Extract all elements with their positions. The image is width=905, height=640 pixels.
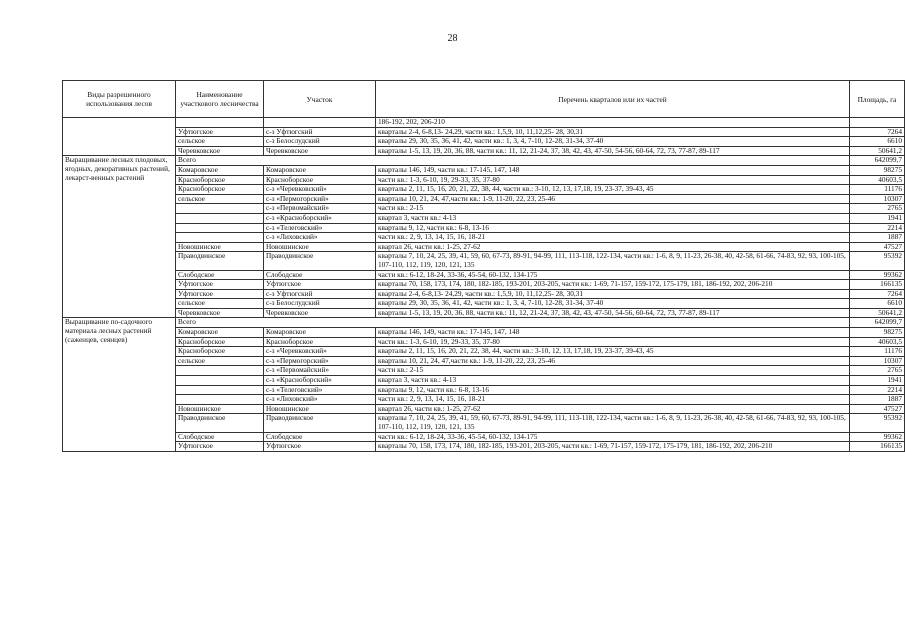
area-cell: 47527 xyxy=(850,404,905,414)
site-cell: с-з «Первомайский» xyxy=(264,366,376,376)
quarters-cell: кварталы 29, 30, 35, 36, 41, 42, части кв.: 1, 3, 4, 7-10, 12-28, 31-34, 37-40 xyxy=(376,299,850,309)
table-row xyxy=(63,328,905,338)
quarters-cell: квартал 3, части кв.: 4-13 xyxy=(376,376,850,386)
forestry-cell: Праводвинское xyxy=(176,252,264,270)
area-cell: 95392 xyxy=(850,414,905,432)
table-row xyxy=(63,252,905,270)
area-cell: 166135 xyxy=(850,442,905,452)
table-row xyxy=(63,442,905,452)
quarters-cell: части кв.: 2-15 xyxy=(376,204,850,214)
total-label: Всего xyxy=(176,156,850,166)
table-row xyxy=(63,204,905,214)
quarters-cell: кварталы 2-4, 6-8,13- 24,29, части кв.: 1,5,9, 10, 11,12,25- 28, 30,31 xyxy=(376,127,850,137)
use-cell: Выращивание лесных плодовых, ягодных, декоративных растений, лекарст-венных растений xyxy=(63,156,176,318)
site-cell: с-з «Красноборский» xyxy=(264,213,376,223)
site-cell: с-з Уфтюгский xyxy=(264,289,376,299)
table-header-row xyxy=(63,81,905,118)
table-row xyxy=(63,242,905,252)
site-cell: Слободское xyxy=(264,432,376,442)
site-cell: с-з Белослудский xyxy=(264,137,376,147)
quarters-cell: кварталы 2-4, 6-8,13- 24,29, части кв.: 1,5,9, 10, 11,12,25- 28, 30,31 xyxy=(376,289,850,299)
site-cell: Красноборское xyxy=(264,175,376,185)
forestry-cell: Черевковское xyxy=(176,146,264,156)
site-cell: Комаровское xyxy=(264,328,376,338)
site-cell: Черевковское xyxy=(264,308,376,318)
forestry-cell: Красноборское xyxy=(176,347,264,357)
area-cell: 47527 xyxy=(850,242,905,252)
quarters-cell: части кв.: 6-12, 18-24, 33-36, 45-54, 60-132, 134-175 xyxy=(376,432,850,442)
table-row xyxy=(63,299,905,309)
area-cell: 99362 xyxy=(850,270,905,280)
quarters-cell: кварталы 9, 12, части кв.: 6-8, 13-16 xyxy=(376,385,850,395)
forest-quarters-table xyxy=(62,80,905,452)
forestry-cell xyxy=(176,223,264,233)
area-cell: 6610 xyxy=(850,299,905,309)
site-cell: с-з «Красноборский» xyxy=(264,376,376,386)
total-area: 642099,7 xyxy=(850,156,905,166)
table-row xyxy=(63,213,905,223)
area-cell: 2214 xyxy=(850,385,905,395)
site-cell: Красноборское xyxy=(264,337,376,347)
forestry-cell: Слободское xyxy=(176,270,264,280)
table-row xyxy=(63,414,905,432)
quarters-cell: квартал 26, части кв.: 1-25, 27-62 xyxy=(376,242,850,252)
forestry-cell xyxy=(176,233,264,243)
header-forestry: Наименование участкового лесничества xyxy=(176,81,264,118)
area-cell: 7264 xyxy=(850,289,905,299)
forestry-cell: Праводвинское xyxy=(176,414,264,432)
site-cell: с-з «Первомайский» xyxy=(264,204,376,214)
total-row xyxy=(63,156,905,166)
table-row xyxy=(63,280,905,290)
quarters-cell: кварталы 70, 158, 173, 174, 180, 182-185, 193-201, 203-205, части кв.: 1-69, 71-157, 159-172, 175-179, 181, 186-192, 202, 206-210 xyxy=(376,442,850,452)
area-cell: 2765 xyxy=(850,204,905,214)
site-cell: Праводвинское xyxy=(264,414,376,432)
quarters-cell: части кв.: 2, 9, 13, 14, 15, 16, 18-21 xyxy=(376,395,850,405)
quarters-cell: квартал 3, части кв.: 4-13 xyxy=(376,213,850,223)
forestry-cell xyxy=(176,376,264,386)
table-row xyxy=(63,347,905,357)
table-row xyxy=(63,223,905,233)
area-cell: 99362 xyxy=(850,432,905,442)
table-row xyxy=(63,165,905,175)
site-cell: с-з Уфтюгский xyxy=(264,127,376,137)
area-cell: 50641,2 xyxy=(850,308,905,318)
header-site: Участок xyxy=(264,81,376,118)
site-cell: с-з «Пермогорский» xyxy=(264,194,376,204)
forestry-cell: сельское xyxy=(176,356,264,366)
area-cell: 1887 xyxy=(850,395,905,405)
forestry-cell xyxy=(176,395,264,405)
quarters-cell: кварталы 9, 12, части кв.: 6-8, 13-16 xyxy=(376,223,850,233)
area-cell: 40603,5 xyxy=(850,175,905,185)
forestry-cell xyxy=(176,366,264,376)
forestry-cell: сельское xyxy=(176,194,264,204)
table-row xyxy=(63,432,905,442)
forestry-cell xyxy=(176,385,264,395)
total-label: Всего xyxy=(176,318,850,328)
forestry-cell: Новошинское xyxy=(176,242,264,252)
area-cell xyxy=(850,118,905,128)
table-row xyxy=(63,175,905,185)
forestry-cell: Красноборское xyxy=(176,185,264,195)
table-row xyxy=(63,146,905,156)
forestry-cell: Комаровское xyxy=(176,328,264,338)
quarters-cell: кварталы 7, 10, 24, 25, 39, 41, 59, 60, 67-73, 89-91, 94-99, 111, 113-118, 122-134, части кв.: 1-6, 8, 9, 11-23, 26-38, 40, 42-58, 61-66, 74-83, 92, 93, 100-105, 107-110, 112, 119, 120, 121, 135 xyxy=(376,414,850,432)
area-cell: 2214 xyxy=(850,223,905,233)
area-cell: 10307 xyxy=(850,194,905,204)
area-cell: 50641,2 xyxy=(850,146,905,156)
site-cell: с-з «Лиховский» xyxy=(264,233,376,243)
forestry-cell: Уфтюгское xyxy=(176,127,264,137)
site-cell: Комаровское xyxy=(264,165,376,175)
quarters-cell: кварталы 146, 149, части кв.: 17-145, 147, 148 xyxy=(376,165,850,175)
forestry-cell: сельское xyxy=(176,299,264,309)
area-cell: 11176 xyxy=(850,347,905,357)
quarters-cell: кварталы 10, 21, 24, 47,части кв.: 1-9, 11-20, 22, 23, 25-46 xyxy=(376,194,850,204)
site-cell xyxy=(264,118,376,128)
forestry-cell xyxy=(176,118,264,128)
table-row xyxy=(63,233,905,243)
quarters-cell: кварталы 70, 158, 173, 174, 180, 182-185, 193-201, 203-205, части кв.: 1-69, 71-157, 159-172, 175-179, 181, 186-192, 202, 206-210 xyxy=(376,280,850,290)
quarters-cell: квартал 26, части кв.: 1-25, 27-62 xyxy=(376,404,850,414)
forestry-cell: сельское xyxy=(176,137,264,147)
area-cell: 6610 xyxy=(850,137,905,147)
forestry-cell: Слободское xyxy=(176,432,264,442)
quarters-cell: части кв.: 1-3, 6-10, 19, 29-33, 35, 37-80 xyxy=(376,175,850,185)
table-row xyxy=(63,127,905,137)
site-cell: Уфтюгское xyxy=(264,280,376,290)
header-list: Перечень кварталов или их частей xyxy=(376,81,850,118)
area-cell: 166135 xyxy=(850,280,905,290)
quarters-cell: части кв.: 2-15 xyxy=(376,366,850,376)
use-cell: Выращивание по-садочного материала лесных растений (саженцев, сеянцев) xyxy=(63,318,176,451)
forestry-cell: Уфтюгское xyxy=(176,289,264,299)
area-cell: 98275 xyxy=(850,328,905,338)
area-cell: 95392 xyxy=(850,252,905,270)
site-cell: с-з «Телеговский» xyxy=(264,223,376,233)
site-cell: Черевковское xyxy=(264,146,376,156)
header-area: Площадь, га xyxy=(850,81,905,118)
area-cell: 1941 xyxy=(850,376,905,386)
site-cell: с-з «Лиховский» xyxy=(264,395,376,405)
quarters-cell: части кв.: 1-3, 6-10, 19, 29-33, 35, 37-80 xyxy=(376,337,850,347)
table-row xyxy=(63,289,905,299)
quarters-cell: кварталы 1-5, 13, 19, 20, 36, 88, части кв.: 11, 12, 21-24, 37, 38, 42, 43, 47-50, 54-56, 60-64, 72, 73, 77-87, 89-117 xyxy=(376,146,850,156)
table-row xyxy=(63,118,905,128)
forestry-cell: Уфтюгское xyxy=(176,442,264,452)
total-area: 642099,7 xyxy=(850,318,905,328)
site-cell: Слободское xyxy=(264,270,376,280)
quarters-cell: кварталы 2, 11, 15, 16, 20, 21, 22, 38, 44, части кв.: 3-10, 12, 13, 17,18, 19, 23-37, 39-43, 45 xyxy=(376,347,850,357)
table-row xyxy=(63,270,905,280)
header-use: Виды разрешенного использования лесов xyxy=(63,81,176,118)
area-cell: 11176 xyxy=(850,185,905,195)
site-cell: Новошинское xyxy=(264,242,376,252)
table-row xyxy=(63,366,905,376)
quarters-cell: кварталы 29, 30, 35, 36, 41, 42, части кв.: 1, 3, 4, 7-10, 12-28, 31-34, 37-40 xyxy=(376,137,850,147)
site-cell: с-з «Телеговский» xyxy=(264,385,376,395)
table-row xyxy=(63,337,905,347)
table-row xyxy=(63,137,905,147)
table-row xyxy=(63,385,905,395)
quarters-cell: кварталы 1-5, 13, 19, 20, 36, 88, части кв.: 11, 12, 21-24, 37, 38, 42, 43, 47-50, 54-56, 60-64, 72, 73, 77-87, 89-117 xyxy=(376,308,850,318)
site-cell: с-з «Пермогорский» xyxy=(264,356,376,366)
forestry-cell xyxy=(176,204,264,214)
forestry-cell: Красноборское xyxy=(176,337,264,347)
forestry-cell: Красноборское xyxy=(176,175,264,185)
table-row xyxy=(63,356,905,366)
quarters-cell: кварталы 7, 10, 24, 25, 39, 41, 59, 60, 67-73, 89-91, 94-99, 111, 113-118, 122-134, части кв.: 1-6, 8, 9, 11-23, 26-38, 40, 42-58, 61-66, 74-83, 92, 93, 100-105, 107-110, 112, 119, 120, 121, 135 xyxy=(376,252,850,270)
area-cell: 1887 xyxy=(850,233,905,243)
use-cell xyxy=(63,118,176,156)
forestry-cell: Комаровское xyxy=(176,165,264,175)
area-cell: 40603,5 xyxy=(850,337,905,347)
forestry-cell: Уфтюгское xyxy=(176,280,264,290)
site-cell: Праводвинское xyxy=(264,252,376,270)
table-row xyxy=(63,194,905,204)
quarters-cell: 186-192, 202, 206-210 xyxy=(376,118,850,128)
page-number: 28 xyxy=(447,33,458,44)
area-cell: 2765 xyxy=(850,366,905,376)
quarters-cell: части кв.: 6-12, 18-24, 33-36, 45-54, 60-132, 134-175 xyxy=(376,270,850,280)
table-row xyxy=(63,395,905,405)
quarters-cell: части кв.: 2, 9, 13, 14, 15, 16, 18-21 xyxy=(376,233,850,243)
forestry-cell: Новошинское xyxy=(176,404,264,414)
site-cell: Уфтюгское xyxy=(264,442,376,452)
table-row xyxy=(63,404,905,414)
table-row xyxy=(63,308,905,318)
table-row xyxy=(63,376,905,386)
total-row xyxy=(63,318,905,328)
quarters-cell: кварталы 146, 149, части кв.: 17-145, 147, 148 xyxy=(376,328,850,338)
forestry-cell xyxy=(176,213,264,223)
area-cell: 1941 xyxy=(850,213,905,223)
table-body xyxy=(63,118,905,452)
site-cell: с-з «Черевковский» xyxy=(264,347,376,357)
area-cell: 98275 xyxy=(850,165,905,175)
site-cell: с-з «Черевковский» xyxy=(264,185,376,195)
quarters-cell: кварталы 10, 21, 24, 47,части кв.: 1-9, 11-20, 22, 23, 25-46 xyxy=(376,356,850,366)
quarters-cell: кварталы 2, 11, 15, 16, 20, 21, 22, 38, 44, части кв.: 3-10, 12, 13, 17,18, 19, 23-37, 39-43, 45 xyxy=(376,185,850,195)
site-cell: Новошинское xyxy=(264,404,376,414)
table-row xyxy=(63,185,905,195)
site-cell: с-з Белослудский xyxy=(264,299,376,309)
forestry-cell: Черевковское xyxy=(176,308,264,318)
area-cell: 10307 xyxy=(850,356,905,366)
area-cell: 7264 xyxy=(850,127,905,137)
